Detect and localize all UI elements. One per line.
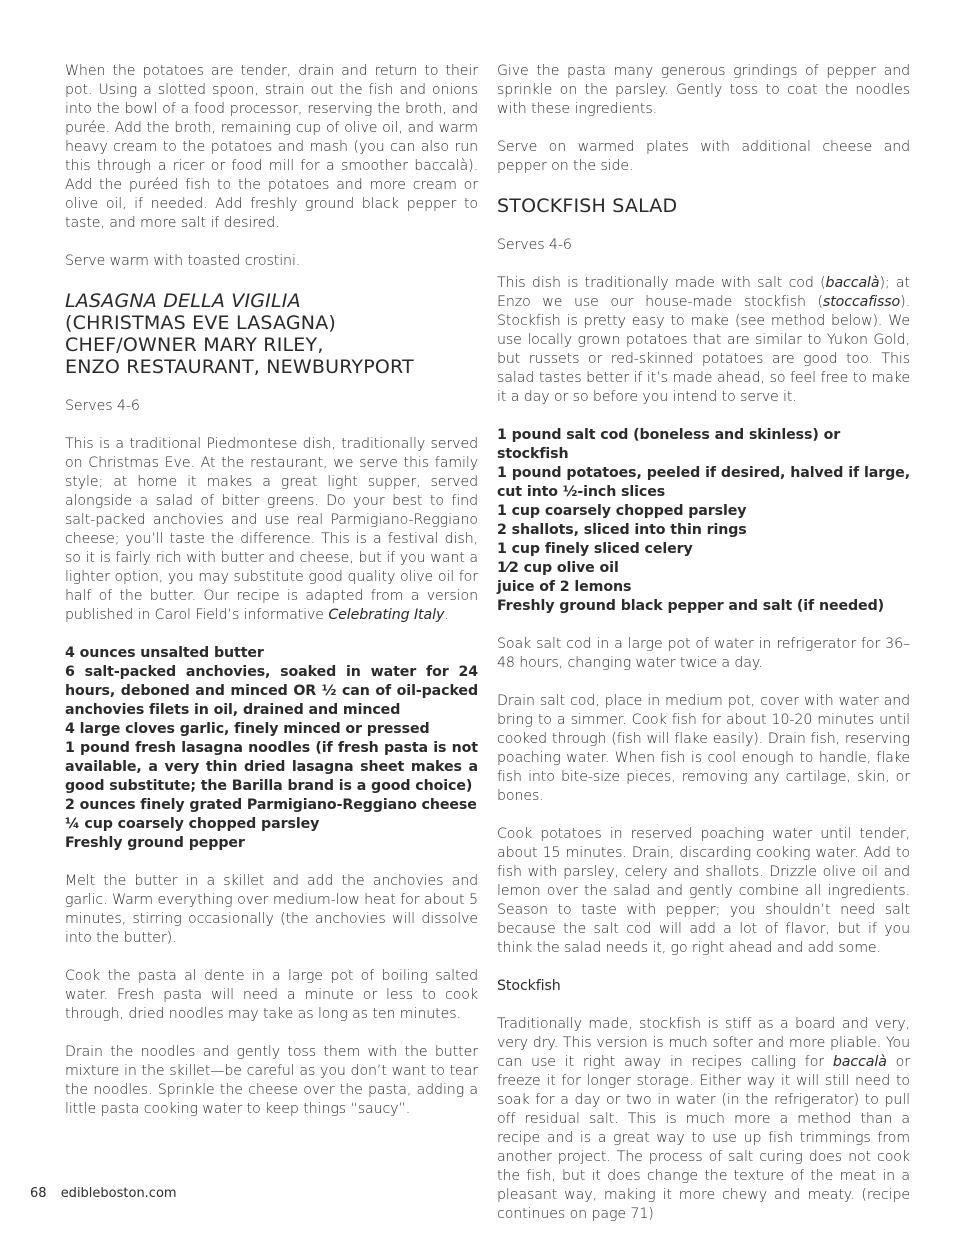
intro-paragraph — [497, 274, 910, 407]
ingredient: 1 pound fresh lasagna noodles (if fresh pasta is not available, a very thin dried lasagna sheet makes a good substitute; the Barilla brand is a good choice) — [65, 740, 478, 794]
ingredient: 2 ounces finely grated Parmigiano-Reggiano cheese — [65, 797, 477, 813]
recipe-title-text: STOCKFISH SALAD — [497, 195, 678, 217]
method-step: Cook the pasta al dente in a large pot of boiling salted water. Fresh pasta will need a minute or less to cook through, dried noodles may take as long as ten minutes. — [65, 968, 478, 1022]
site-link[interactable]: edibleboston.com — [60, 1186, 177, 1201]
serves: Serves 4-6 — [65, 398, 140, 414]
ingredient: Freshly ground black pepper and salt (if needed) — [497, 598, 885, 614]
ingredient: ¼ cup coarsely chopped parsley — [65, 816, 320, 832]
ingredient: 1 cup finely sliced celery — [497, 541, 693, 557]
intro-text: This is a traditional Piedmontese dish, traditionally served on Christmas Eve. At the restaurant, we serve this family style; at home it makes a great light supper, served alongside a salad of bitter greens. Do your best to find salt-packed anchovies and use real Parmigiano-Reggiano cheese; you’ll taste the difference. This is a festival dish, so it is fairly rich with butter and cheese, but if you want a lighter option, you may substitute good quality olive oil for half of the butter. Our recipe is adapted from a version published in Carol Field’s informative — [65, 436, 478, 623]
ingredient: 4 large cloves garlic, finely minced or pressed — [65, 721, 430, 737]
recipe-title-line: ENZO RESTAURANT, NEWBURYPORT — [65, 356, 414, 378]
right-column — [497, 62, 910, 1224]
book-title: Celebrating Italy — [328, 607, 445, 623]
subheading: Stockfish — [497, 978, 561, 994]
method-step: Melt the butter in a skillet and add the anchovies and garlic. Warm everything over medium-low heat for about 5 minutes, stirring occasionally (the anchovies will dissolve into the butter). — [65, 873, 478, 946]
ingredient: juice of 2 lemons — [497, 579, 632, 595]
method-step: Drain salt cod, place in medium pot, cover with water and bring to a simmer. Cook fish for about 10-20 minutes until cooked through (fish will flake easily). Drain fish, reserving poaching water. When fish is cool enough to handle, flake fish into bite-size pieces, removing any cartilage, skin, or bones. — [497, 693, 910, 804]
intro-text: This dish is traditionally made with salt cod ( — [497, 275, 826, 291]
page-number: 68 — [30, 1186, 47, 1201]
method-step: Soak salt cod in a large pot of water in refrigerator for 36–48 hours, changing water twice a day. — [497, 636, 910, 671]
intro-text: ). Stockfish is pretty easy to make (see method below). We use locally grown potatoes that are similar to Yukon Gold, but russets or red-skinned potatoes are good too. This salad tastes better if it’s made ahead, so feel free to make it a day or so before you intend to serve it. — [497, 294, 910, 405]
ingredient: 1 pound potatoes, peeled if desired, halved if large, cut into ½-inch slices — [497, 465, 910, 500]
recipe-title-line: (CHRISTMAS EVE LASAGNA) — [65, 312, 337, 334]
page-footer — [30, 1186, 187, 1201]
ingredient: 6 salt-packed anchovies, soaked in water for 24 hours, deboned and minced OR ½ can of oil-packed anchovies filets in oil, drained and minced — [65, 664, 478, 718]
paragraph: Give the pasta many generous grindings of pepper and sprinkle on the parsley. Gently toss to coat the noodles with these ingredients. — [497, 63, 910, 117]
intro-text: ); at Enzo we use our house-made stockfish ( — [497, 275, 910, 310]
recipe-title — [497, 195, 910, 217]
recipe-title — [65, 290, 478, 378]
italic-term: stoccafisso — [822, 294, 901, 310]
stockfish-paragraph — [497, 1015, 910, 1224]
ingredient: 1⁄2 cup olive oil — [497, 560, 619, 576]
ingredient-list — [65, 644, 478, 853]
recipe-title-line: CHEF/OWNER MARY RILEY, — [65, 334, 324, 356]
left-column — [65, 62, 478, 1138]
intro-end: . — [444, 607, 449, 623]
italic-term: baccalà — [832, 1054, 887, 1070]
ingredient: 4 ounces unsalted butter — [65, 645, 264, 661]
serves: Serves 4-6 — [497, 237, 572, 253]
stockfish-text: Traditionally made, stockfish is stiff as a board and very, very dry. This version is much softer and more pliable. You can use it right away in recipes calling for — [497, 1016, 910, 1070]
ingredient: Freshly ground pepper — [65, 835, 245, 851]
ingredient-list — [497, 426, 910, 616]
intro-paragraph — [65, 435, 478, 625]
italic-term: baccalà — [825, 275, 880, 291]
paragraph: Serve on warmed plates with additional cheese and pepper on the side. — [497, 139, 910, 174]
method-step: Cook potatoes in reserved poaching water until tender, about 15 minutes. Drain, discarding cooking water. Add to fish with parsley, celery and shallots. Drizzle olive oil and lemon over the salad and gently combine all ingredients. Season to taste with pepper; you shouldn’t need salt because the salt cod will add a lot of flavor, but if you think the salad needs it, go right ahead and add some. — [497, 826, 910, 956]
method-step: Drain the noodles and gently toss them with the butter mixture in the skillet—be careful as you don’t want to tear the noodles. Sprinkle the cheese over the pasta, adding a little pasta cooking water to keep things “saucy”. — [65, 1044, 478, 1117]
ingredient: 2 shallots, sliced into thin rings — [497, 522, 747, 538]
ingredient: 1 pound salt cod (boneless and skinless) or stockfish — [497, 427, 841, 462]
paragraph: When the potatoes are tender, drain and return to their pot. Using a slotted spoon, strain out the fish and onions into the bowl of a food processor, reserving the broth, and purée. Add the broth, remaining cup of olive oil, and warm heavy cream to the potatoes and mash (you can also run this through a ricer or food mill for a smoother baccalà). Add the puréed fish to the potatoes and more cream or olive oil, if needed. Add freshly ground black pepper to taste, and more salt if desired. — [65, 63, 478, 231]
ingredient: 1 cup coarsely chopped parsley — [497, 503, 747, 519]
paragraph: Serve warm with toasted crostini. — [65, 253, 301, 269]
stockfish-text: or freeze it for longer storage. Either way it will still need to soak for a day or two in water (in the refrigerator) to pull off residual salt. This is much more a method than a recipe and is a great way to use up fish trimmings from another project. The process of salt curing does not cook the fish, but it does change the texture of the meat in a pleasant way, making it more chewy and meaty. (recipe continues on page 71) — [497, 1054, 910, 1222]
recipe-title-italic: LASAGNA DELLA VIGILIA — [65, 290, 301, 312]
